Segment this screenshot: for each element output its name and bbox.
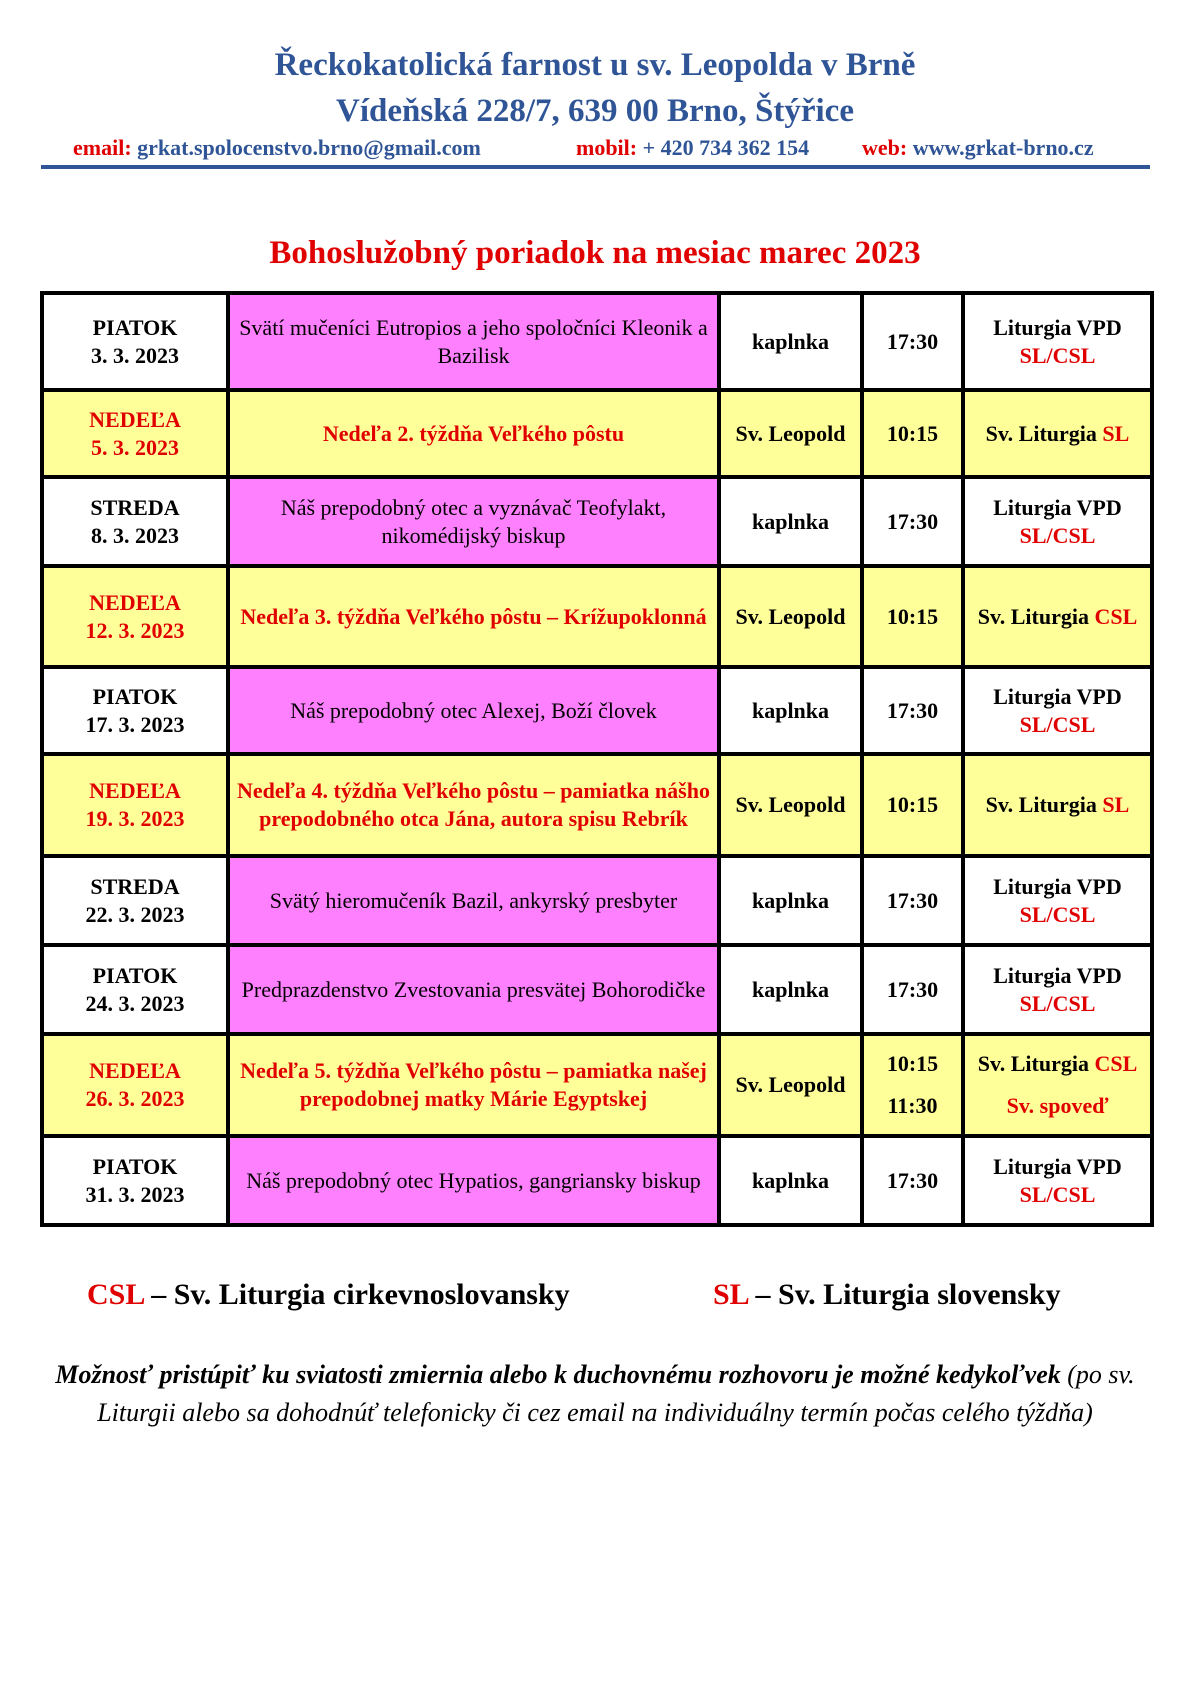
feast-cell: Náš prepodobný otec Alexej, Boží človek	[228, 667, 719, 754]
place-cell: Sv. Leopold	[719, 1034, 862, 1136]
day-cell	[42, 566, 228, 667]
liturgy-language: SL/CSL	[1019, 711, 1096, 737]
feast-cell: Svätý hieromučeník Bazil, ankyrský presbyter	[228, 856, 719, 945]
liturgy-language: SL	[1102, 420, 1130, 446]
confession-note	[50, 1356, 1140, 1432]
time-cell: 10:15	[862, 754, 963, 856]
header-divider	[41, 165, 1150, 169]
feast-cell: Nedeľa 3. týždňa Veľkého pôstu – Krížupoklonná	[228, 566, 719, 667]
day-cell	[42, 1034, 228, 1136]
liturgy-cell	[963, 390, 1152, 477]
day-name: PIATOK	[92, 683, 178, 709]
place-cell: kaplnka	[719, 856, 862, 945]
date: 26. 3. 2023	[85, 1086, 185, 1111]
schedule-row	[42, 1136, 1152, 1225]
date: 31. 3. 2023	[85, 1181, 185, 1207]
liturgy-name: Liturgia VPD	[993, 873, 1122, 899]
feast-cell: Nedeľa 4. týždňa Veľkého pôstu – pamiatka nášho prepodobného otca Jána, autora spisu Rebrík	[228, 754, 719, 856]
place-cell: Sv. Leopold	[719, 390, 862, 477]
liturgy-cell	[963, 856, 1152, 945]
feast-cell: Nedeľa 5. týždňa Veľkého pôstu – pamiatka našej prepodobnej matky Márie Egyptskej	[228, 1034, 719, 1136]
liturgy-language: CSL	[1094, 1051, 1138, 1076]
liturgy-cell	[963, 945, 1152, 1034]
day-cell	[42, 945, 228, 1034]
legend-csl-text: – Sv. Liturgia cirkevnoslovansky	[143, 1278, 570, 1311]
liturgy-language: SL/CSL	[1019, 522, 1096, 548]
day-cell	[42, 667, 228, 754]
liturgy-cell	[963, 667, 1152, 754]
parish-name: Řeckokatolická farnost u sv. Leopolda v Brně	[274, 47, 916, 83]
liturgy-language: CSL	[1094, 603, 1138, 629]
place-cell: kaplnka	[719, 1136, 862, 1225]
time-cell: 17:30	[862, 667, 963, 754]
place-cell: kaplnka	[719, 477, 862, 566]
day-cell	[42, 390, 228, 477]
date: 12. 3. 2023	[85, 617, 185, 643]
note-rest: (po sv. Liturgii alebo sa dohodnúť telefonicky či cez email na individuálny termín počas celého týždňa)	[97, 1360, 1135, 1427]
day-name: NEDEĽA	[89, 1058, 181, 1083]
liturgy-name: Liturgia VPD	[993, 314, 1122, 340]
date: 17. 3. 2023	[85, 711, 185, 737]
schedule-table	[40, 291, 1154, 1227]
day-name: STREDA	[90, 494, 180, 520]
schedule-row	[42, 667, 1152, 754]
place-cell: Sv. Leopold	[719, 566, 862, 667]
time-cell: 10:15	[862, 566, 963, 667]
time-cell	[862, 1034, 963, 1136]
liturgy-cell	[963, 477, 1152, 566]
day-cell	[42, 293, 228, 390]
web-address[interactable]: www.grkat-brno.cz	[912, 135, 1094, 160]
time-cell: 17:30	[862, 293, 963, 390]
page-title: Bohoslužobný poriadok na mesiac marec 2023	[269, 235, 921, 271]
liturgy-language: SL	[1102, 792, 1130, 817]
schedule-row	[42, 477, 1152, 566]
time-confession: 11:30	[887, 1093, 938, 1118]
time-liturgy: 10:15	[886, 1051, 939, 1076]
day-cell	[42, 754, 228, 856]
schedule-row	[42, 1034, 1152, 1136]
date: 5. 3. 2023	[91, 434, 179, 460]
feast-cell: Náš prepodobný otec Hypatios, gangriansky biskup	[228, 1136, 719, 1225]
day-cell	[42, 1136, 228, 1225]
legend-csl	[87, 1277, 570, 1313]
day-cell	[42, 856, 228, 945]
liturgy-cell	[963, 293, 1152, 390]
mobile-contact	[576, 134, 809, 162]
liturgy-language: SL/CSL	[1019, 1181, 1096, 1207]
confession-label: Sv. spoveď	[1006, 1093, 1109, 1118]
liturgy-cell	[963, 754, 1152, 856]
feast-cell: Svätí mučeníci Eutropios a jeho spoločníci Kleonik a Bazilisk	[228, 293, 719, 390]
place-cell: kaplnka	[719, 667, 862, 754]
legend-sl-text: – Sv. Liturgia slovensky	[748, 1278, 1061, 1311]
day-name: PIATOK	[92, 314, 178, 340]
liturgy-name: Liturgia VPD	[993, 962, 1122, 988]
place-cell: Sv. Leopold	[719, 754, 862, 856]
liturgy-language: SL/CSL	[1019, 990, 1096, 1016]
date: 8. 3. 2023	[91, 522, 179, 548]
time-cell: 17:30	[862, 856, 963, 945]
liturgy-language: SL/CSL	[1019, 901, 1096, 927]
date: 22. 3. 2023	[85, 901, 185, 927]
day-name: PIATOK	[92, 962, 178, 988]
time-cell: 17:30	[862, 1136, 963, 1225]
email-address[interactable]: grkat.spolocenstvo.brno@gmail.com	[137, 135, 481, 160]
schedule-row	[42, 945, 1152, 1034]
mobile-number: + 420 734 362 154	[642, 135, 810, 160]
date: 3. 3. 2023	[91, 342, 179, 368]
liturgy-language: SL/CSL	[1019, 342, 1096, 368]
schedule-row	[42, 390, 1152, 477]
legend-csl-code: CSL	[87, 1278, 144, 1311]
liturgy-name: Sv. Liturgia	[985, 420, 1097, 446]
time-cell: 17:30	[862, 477, 963, 566]
legend-sl	[713, 1277, 1061, 1313]
liturgy-name: Liturgia VPD	[993, 494, 1122, 520]
feast-cell: Náš prepodobný otec a vyznávač Teofylakt, nikomédijský biskup	[228, 477, 719, 566]
legend-sl-code: SL	[713, 1278, 749, 1311]
email-label: email:	[73, 135, 132, 160]
mobile-label: mobil:	[576, 135, 638, 160]
liturgy-cell	[963, 1136, 1152, 1225]
liturgy-name: Sv. Liturgia	[977, 1051, 1089, 1076]
day-name: PIATOK	[92, 1153, 178, 1179]
date: 24. 3. 2023	[85, 990, 185, 1016]
schedule-row	[42, 293, 1152, 390]
liturgy-cell	[963, 1034, 1152, 1136]
liturgy-name: Sv. Liturgia	[985, 792, 1097, 817]
parish-address: Vídeňská 228/7, 639 00 Brno, Štýřice	[336, 93, 854, 129]
date: 19. 3. 2023	[85, 806, 185, 831]
day-name: NEDEĽA	[89, 589, 181, 615]
liturgy-name: Liturgia VPD	[993, 683, 1122, 709]
schedule-row	[42, 856, 1152, 945]
schedule-row	[42, 566, 1152, 667]
time-cell: 17:30	[862, 945, 963, 1034]
time-cell: 10:15	[862, 390, 963, 477]
day-name: STREDA	[90, 873, 180, 899]
web-label: web:	[862, 135, 908, 160]
day-cell	[42, 477, 228, 566]
feast-cell: Predprazdenstvo Zvestovania presvätej Bohorodičke	[228, 945, 719, 1034]
place-cell: kaplnka	[719, 293, 862, 390]
place-cell: kaplnka	[719, 945, 862, 1034]
web-contact	[862, 134, 1094, 162]
liturgy-name: Sv. Liturgia	[977, 603, 1089, 629]
day-name: NEDEĽA	[89, 406, 181, 432]
note-bold: Možnosť pristúpiť ku sviatosti zmiernia alebo k duchovnému rozhovoru je možné kedykoľvek	[55, 1360, 1061, 1389]
liturgy-cell	[963, 566, 1152, 667]
email-contact	[73, 134, 481, 162]
schedule-row	[42, 754, 1152, 856]
feast-cell: Nedeľa 2. týždňa Veľkého pôstu	[228, 390, 719, 477]
day-name: NEDEĽA	[89, 778, 181, 803]
liturgy-name: Liturgia VPD	[993, 1153, 1122, 1179]
